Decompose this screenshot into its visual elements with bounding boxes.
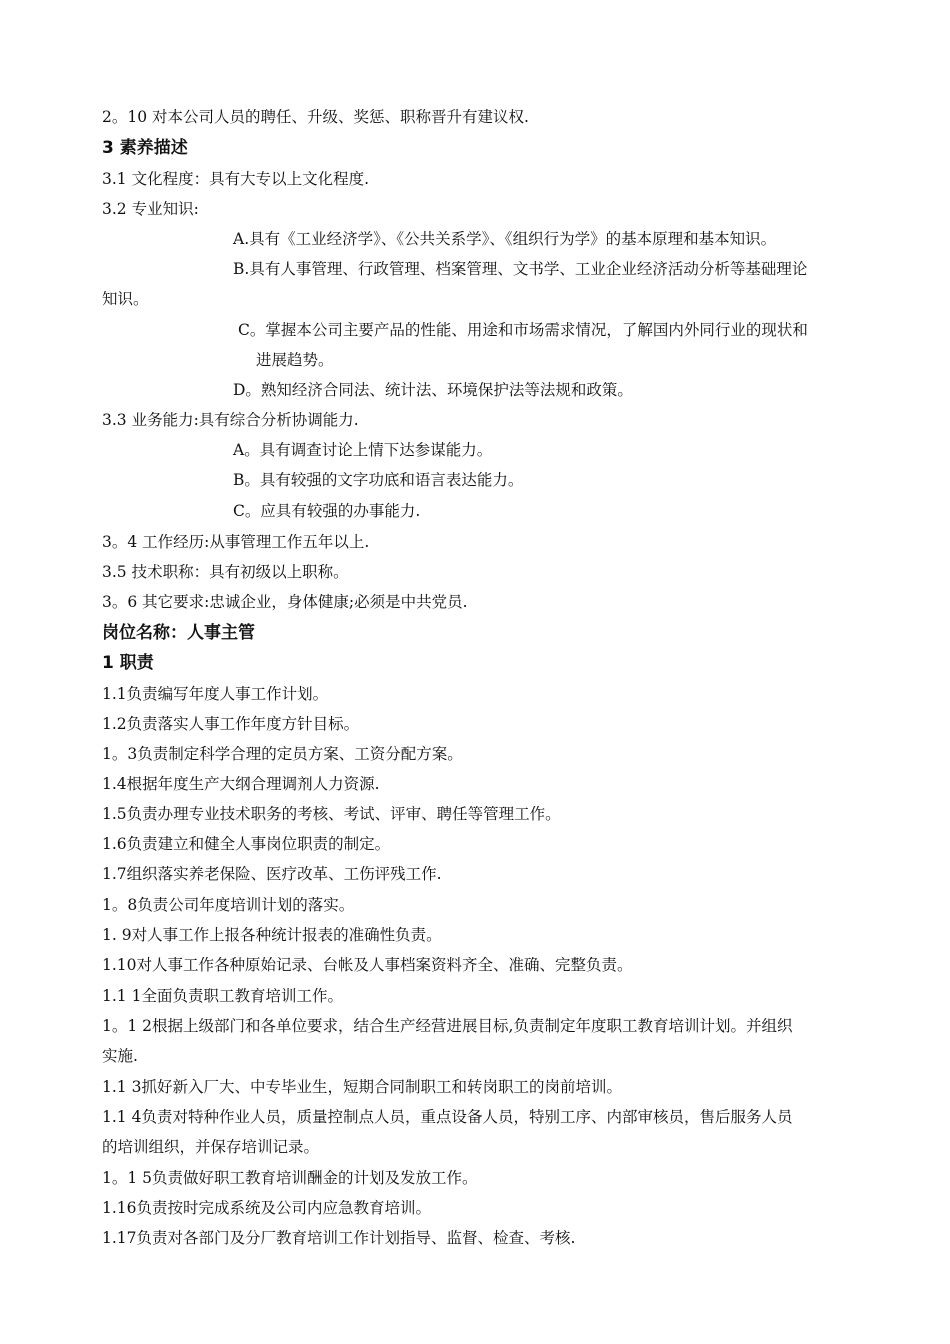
clause-2-10: 2。10 对本公司人员的聘任、升级、奖惩、职称晋升有建议权.	[102, 108, 529, 126]
clause-1-3: 1。3负责制定科学合理的定员方案、工资分配方案。	[102, 745, 463, 763]
clause-3-2-a: A.具有《工业经济学》、《公共关系学》、《组织行为学》的基本原理和基本知识。	[233, 230, 777, 248]
clause-1-7: 1.7组织落实养老保险、医疗改革、工伤评残工作.	[102, 865, 442, 883]
clause-3-3: 3.3 业务能力:具有综合分析协调能力.	[102, 411, 359, 429]
clause-3-2-b: B.具有人事管理、行政管理、档案管理、文书学、工业企业经济活动分析等基础理论	[233, 260, 808, 278]
clause-1-17: 1.17负责对各部门及分厂教育培训工作计划指导、监督、检查、考核.	[102, 1229, 576, 1247]
clause-3-5: 3.5 技术职称：具有初级以上职称。	[102, 563, 349, 581]
clause-1-10: 1.10对人事工作各种原始记录、台帐及人事档案资料齐全、准确、完整负责。	[102, 956, 633, 974]
clause-1-15: 1。1 5负责做好职工教育培训酬金的计划及发放工作。	[102, 1169, 478, 1187]
position-title: 岗位名称：人事主管	[102, 623, 255, 643]
clause-3-6: 3。6 其它要求:忠诚企业，身体健康;必须是中共党员.	[102, 593, 468, 611]
clause-3-2-b-cont: 知识。	[102, 290, 149, 308]
clause-1-5: 1.5负责办理专业技术职务的考核、考试、评审、聘任等管理工作。	[102, 805, 561, 823]
clause-3-2: 3.2 专业知识:	[102, 200, 199, 218]
clause-1-16: 1.16负责按时完成系统及公司内应急教育培训。	[102, 1199, 432, 1217]
clause-3-3-b: B。具有较强的文字功底和语言表达能力。	[233, 471, 524, 489]
clause-1-11: 1.1 1全面负责职工教育培训工作。	[102, 987, 343, 1005]
clause-3-3-a: A。具有调查讨论上情下达参谋能力。	[233, 441, 493, 459]
clause-1-14: 1.1 4负责对特种作业人员，质量控制点人员，重点设备人员，特别工序、内部审核员，售后服务人员	[102, 1108, 793, 1126]
clause-1-12: 1。1 2根据上级部门和各单位要求，结合生产经营进展目标,负责制定年度职工教育培训计划。并组织	[102, 1017, 793, 1035]
section-3-heading: 3 素养描述	[102, 138, 188, 158]
clause-1-6: 1.6负责建立和健全人事岗位职责的制定。	[102, 835, 391, 853]
clause-3-3-c: C。应具有较强的办事能力.	[233, 502, 421, 520]
clause-1-4: 1.4根据年度生产大纲合理调剂人力资源.	[102, 775, 380, 793]
clause-3-2-c: C。掌握本公司主要产品的性能、用途和市场需求情况，了解国内外同行业的现状和	[238, 321, 808, 339]
clause-1-2: 1.2负责落实人事工作年度方针目标。	[102, 715, 360, 733]
clause-1-14-cont: 的培训组织，并保存培训记录。	[102, 1138, 320, 1156]
section-1-heading: 1 职责	[102, 653, 154, 673]
clause-1-12-cont: 实施.	[102, 1047, 138, 1065]
clause-1-9: 1. 9对人事工作上报各种统计报表的准确性负责。	[102, 926, 442, 944]
clause-1-1: 1.1负责编写年度人事工作计划。	[102, 685, 329, 703]
clause-3-1: 3.1 文化程度：具有大专以上文化程度.	[102, 170, 370, 188]
clause-3-4: 3。4 工作经历:从事管理工作五年以上.	[102, 533, 370, 551]
clause-3-2-c-cont: 进展趋势。	[256, 351, 334, 369]
clause-3-2-d: D。熟知经济合同法、统计法、环境保护法等法规和政策。	[233, 381, 633, 399]
clause-1-13: 1.1 3抓好新入厂大、中专毕业生，短期合同制职工和转岗职工的岗前培训。	[102, 1078, 622, 1096]
clause-1-8: 1。8负责公司年度培训计划的落实。	[102, 896, 355, 914]
